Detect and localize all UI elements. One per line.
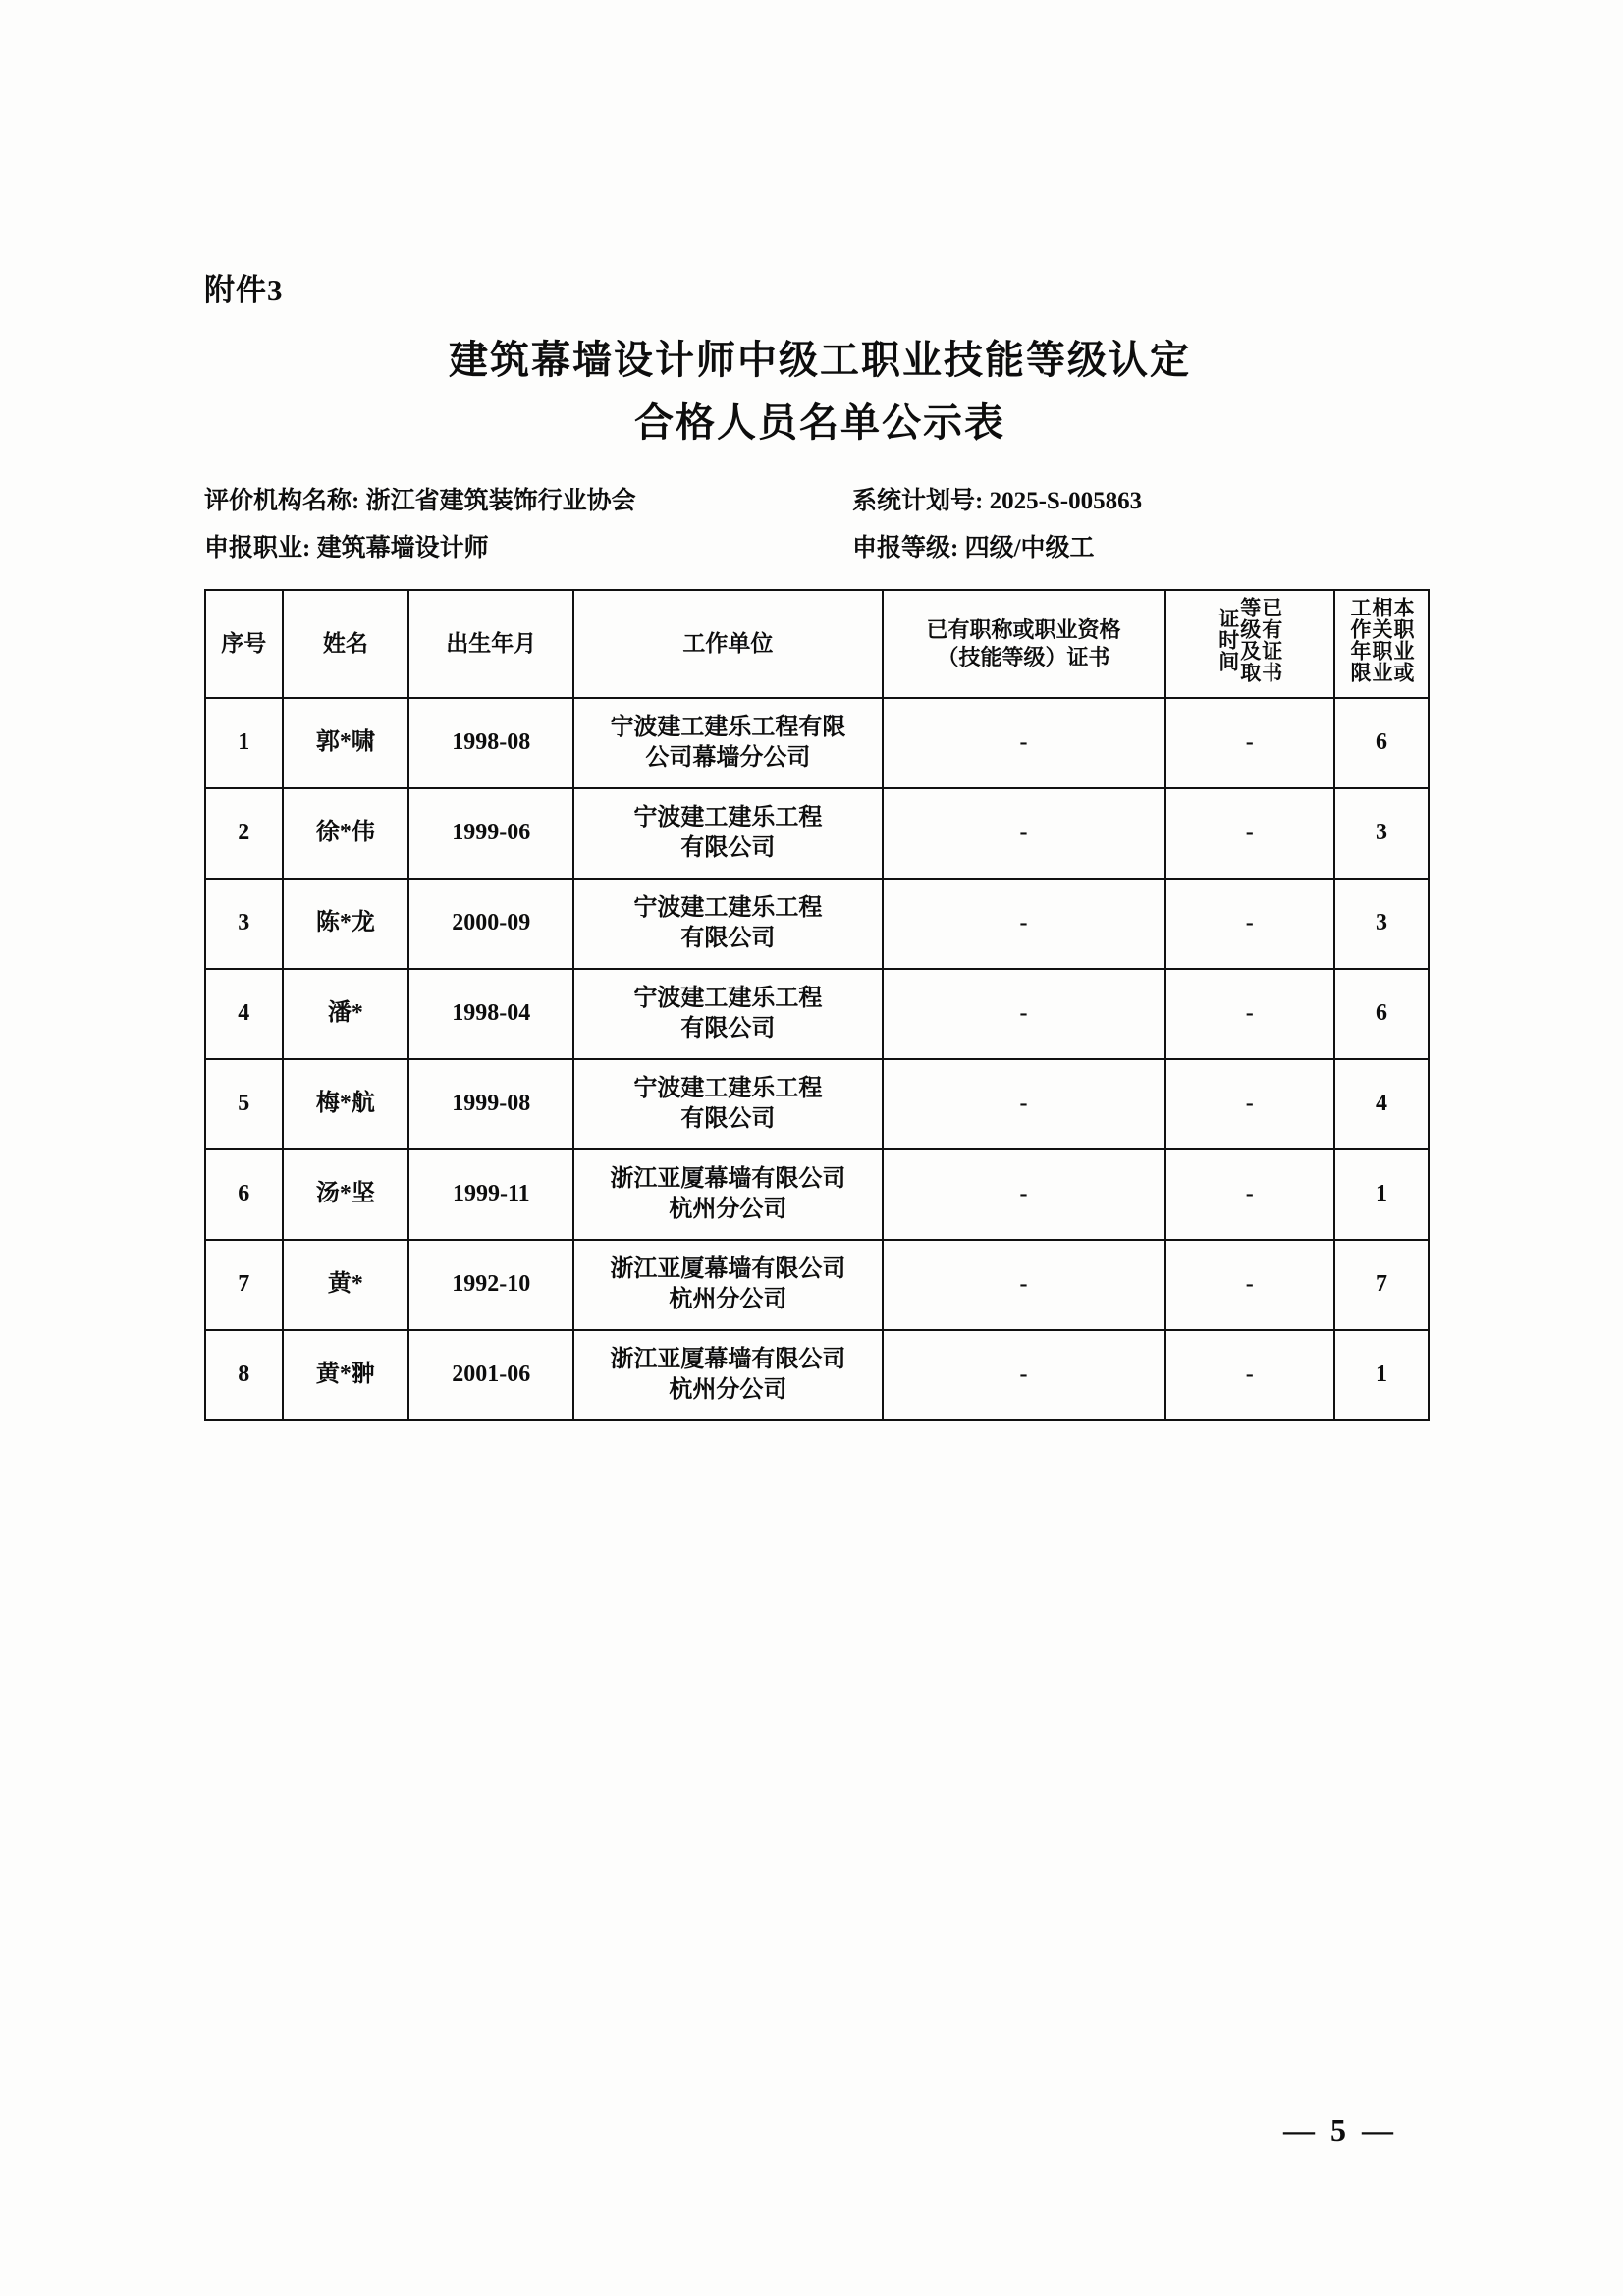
- cell-birth: 1999-06: [408, 788, 573, 879]
- cell-cert: -: [883, 1330, 1165, 1420]
- cell-cert: -: [883, 879, 1165, 969]
- header-level: [1165, 590, 1334, 698]
- cell-birth: 1992-10: [408, 1240, 573, 1330]
- cell-company-line-2: 有限公司: [680, 925, 776, 951]
- cell-level: -: [1165, 1059, 1334, 1149]
- attachment-label: 附件3: [204, 273, 284, 307]
- header-name: 姓名: [283, 590, 409, 698]
- table-row: [205, 969, 1429, 1059]
- cell-company-line-2: 有限公司: [680, 1105, 776, 1132]
- table-row: [205, 698, 1429, 788]
- header-company: 工作单位: [573, 590, 882, 698]
- cell-company: [573, 1059, 882, 1149]
- cell-company-line-1: 浙江亚厦幕墙有限公司: [610, 1346, 846, 1372]
- cell-no: 6: [205, 1149, 283, 1240]
- document-content: [196, 265, 1443, 1421]
- header-years: [1334, 590, 1429, 698]
- meta-occupation-label: 申报职业:: [204, 534, 311, 561]
- meta-block: [204, 478, 1443, 571]
- cell-birth: 2001-06: [408, 1330, 573, 1420]
- cell-name: 郭*啸: [283, 698, 409, 788]
- meta-level-label: 申报等级:: [852, 534, 959, 561]
- cell-birth: 2000-09: [408, 879, 573, 969]
- cell-level: -: [1165, 1330, 1334, 1420]
- cell-years: 3: [1334, 788, 1429, 879]
- page-title: [265, 331, 1375, 453]
- cell-company: [573, 969, 882, 1059]
- meta-level: [852, 525, 1095, 572]
- table-row: [205, 1059, 1429, 1149]
- cell-company: [573, 1149, 882, 1240]
- cell-company-line-1: 浙江亚厦幕墙有限公司: [610, 1255, 846, 1282]
- cell-no: 3: [205, 879, 283, 969]
- cell-birth: 1998-04: [408, 969, 573, 1059]
- title-line-2: 合格人员名单公示表: [634, 400, 1005, 445]
- cell-company: [573, 879, 882, 969]
- cell-years: 1: [1334, 1330, 1429, 1420]
- cell-no: 7: [205, 1240, 283, 1330]
- cell-name: 汤*坚: [283, 1149, 409, 1240]
- cell-years: 4: [1334, 1059, 1429, 1149]
- meta-occupation: [204, 525, 852, 572]
- cell-no: 4: [205, 969, 283, 1059]
- header-birth: 出生年月: [408, 590, 573, 698]
- table-header-row: [205, 590, 1429, 698]
- cell-company: [573, 1330, 882, 1420]
- cell-cert: -: [883, 1059, 1165, 1149]
- cell-company: [573, 1240, 882, 1330]
- cell-name: 黄*: [283, 1240, 409, 1330]
- cell-cert: -: [883, 1149, 1165, 1240]
- header-cert: [883, 590, 1165, 698]
- cell-company-line-1: 浙江亚厦幕墙有限公司: [610, 1165, 846, 1192]
- cell-level: -: [1165, 879, 1334, 969]
- meta-occupation-value: 建筑幕墙设计师: [316, 534, 489, 561]
- header-cert-line-1: 已有职称或职业资格: [926, 617, 1121, 643]
- meta-plan: [852, 478, 1142, 525]
- cell-no: 2: [205, 788, 283, 879]
- table-row: [205, 879, 1429, 969]
- cell-company-line-1: 宁波建工建乐工程: [633, 985, 823, 1011]
- meta-org: [204, 478, 852, 525]
- cell-no: 5: [205, 1059, 283, 1149]
- cell-level: -: [1165, 1240, 1334, 1330]
- meta-org-value: 浙江省建筑装饰行业协会: [365, 488, 636, 514]
- cell-company-line-1: 宁波建工建乐工程: [633, 894, 823, 921]
- meta-level-value: 四级/中级工: [964, 534, 1095, 561]
- cell-years: 7: [1334, 1240, 1429, 1330]
- cell-company-line-2: 公司幕墙分公司: [645, 744, 811, 771]
- cell-no: 1: [205, 698, 283, 788]
- cell-level: -: [1165, 1149, 1334, 1240]
- header-cert-line-2: （技能等级）证书: [937, 644, 1110, 669]
- qualified-personnel-table: [204, 589, 1430, 1421]
- page-number: — 5 —: [1283, 2112, 1397, 2148]
- cell-company-line-2: 杭州分公司: [669, 1196, 787, 1222]
- cell-name: 潘*: [283, 969, 409, 1059]
- cell-birth: 1999-08: [408, 1059, 573, 1149]
- meta-plan-value: 2025-S-005863: [989, 488, 1143, 514]
- cell-years: 1: [1334, 1149, 1429, 1240]
- cell-years: 3: [1334, 879, 1429, 969]
- cell-cert: -: [883, 698, 1165, 788]
- table-row: [205, 1149, 1429, 1240]
- table-row: [205, 1240, 1429, 1330]
- cell-company-line-1: 宁波建工建乐工程: [633, 804, 823, 830]
- header-no: 序号: [205, 590, 283, 698]
- cell-company: [573, 698, 882, 788]
- cell-name: 梅*航: [283, 1059, 409, 1149]
- table-row: [205, 788, 1429, 879]
- cell-years: 6: [1334, 698, 1429, 788]
- cell-company-line-2: 杭州分公司: [669, 1376, 787, 1403]
- meta-row-org-plan: [204, 478, 1443, 525]
- cell-birth: 1999-11: [408, 1149, 573, 1240]
- cell-cert: -: [883, 788, 1165, 879]
- header-years-text: 本职业或相关职业工作年限: [1347, 597, 1416, 683]
- table-header: [205, 590, 1429, 698]
- cell-company-line-2: 有限公司: [680, 1015, 776, 1041]
- cell-company-line-1: 宁波建工建乐工程有限: [610, 714, 846, 740]
- cell-no: 8: [205, 1330, 283, 1420]
- cell-company-line-1: 宁波建工建乐工程: [633, 1075, 823, 1101]
- cell-cert: -: [883, 1240, 1165, 1330]
- cell-level: -: [1165, 969, 1334, 1059]
- cell-birth: 1998-08: [408, 698, 573, 788]
- cell-level: -: [1165, 698, 1334, 788]
- cell-cert: -: [883, 969, 1165, 1059]
- cell-name: 黄*翀: [283, 1330, 409, 1420]
- cell-name: 徐*伟: [283, 788, 409, 879]
- cell-name: 陈*龙: [283, 879, 409, 969]
- meta-org-label: 评价机构名称:: [204, 488, 360, 514]
- meta-row-occupation-level: [204, 525, 1443, 572]
- meta-plan-label: 系统计划号:: [852, 488, 984, 514]
- cell-level: -: [1165, 788, 1334, 879]
- table-row: [205, 1330, 1429, 1420]
- table-body: [205, 698, 1429, 1420]
- cell-company-line-2: 有限公司: [680, 834, 776, 861]
- cell-company: [573, 788, 882, 879]
- header-level-text: 已有证书等级及取证时间: [1216, 597, 1283, 683]
- cell-company-line-2: 杭州分公司: [669, 1286, 787, 1312]
- cell-years: 6: [1334, 969, 1429, 1059]
- title-line-1: 建筑幕墙设计师中级工职业技能等级认定: [449, 338, 1191, 382]
